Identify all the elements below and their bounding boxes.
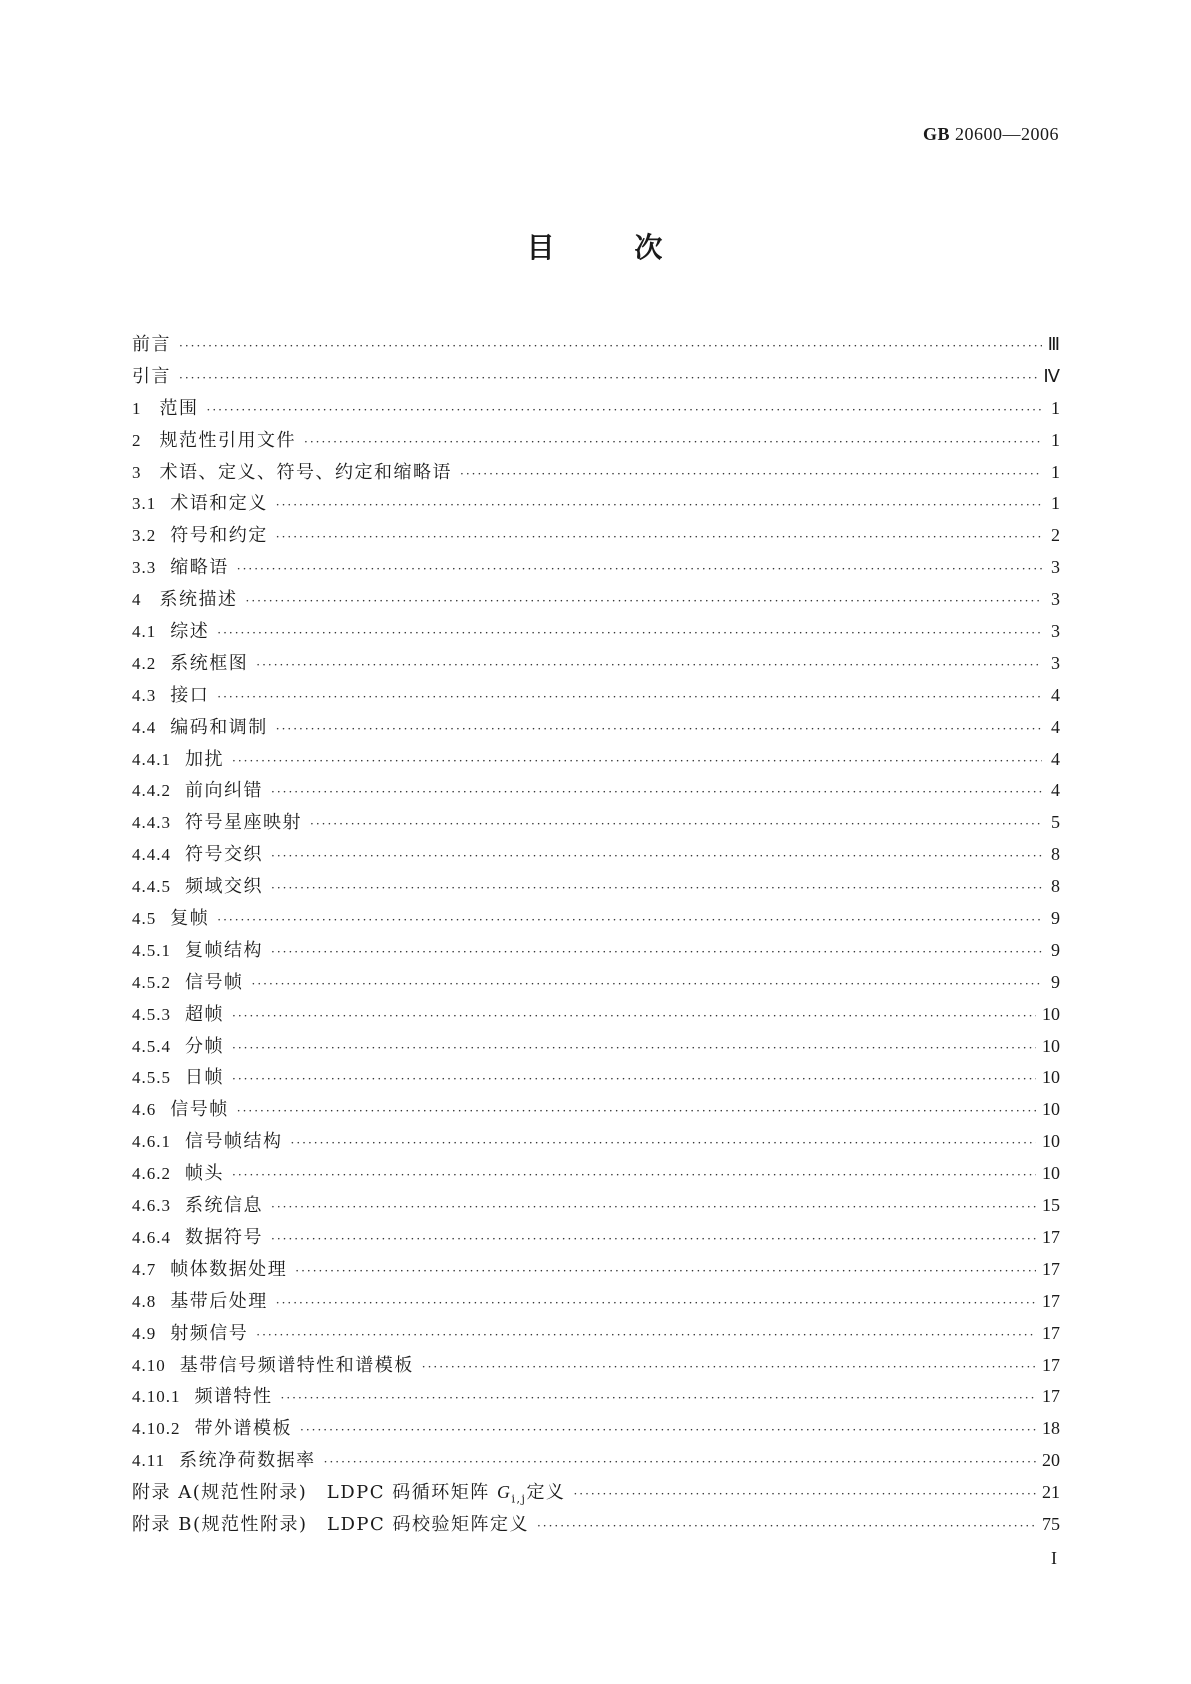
toc-entry[interactable] <box>132 713 1060 745</box>
toc-entry-title: 基带后处理 <box>170 1290 268 1312</box>
page-title <box>0 226 1191 266</box>
toc-entry-title: 超帧 <box>185 1003 224 1025</box>
toc-entry-number: 4.5.5 <box>132 1068 171 1088</box>
toc-entry-number: 4.6.1 <box>132 1132 171 1152</box>
standard-prefix: GB <box>922 124 950 144</box>
toc-entry-number: 4.6 <box>132 1100 157 1120</box>
toc-entry-page: 17 <box>1042 1386 1060 1407</box>
toc-leader-dots <box>460 467 1042 481</box>
toc-leader-dots <box>271 849 1042 863</box>
toc-leader-dots <box>276 722 1042 736</box>
toc-entry[interactable] <box>132 1191 1060 1223</box>
matrix-symbol: G <box>497 1482 512 1503</box>
toc-entry[interactable] <box>132 1255 1060 1287</box>
toc-leader-dots <box>237 1104 1036 1118</box>
toc-entry-title: 范围 <box>159 397 199 419</box>
toc-entry-page: 4 <box>1051 748 1060 769</box>
toc-entry-number: 4.9 <box>132 1323 157 1343</box>
toc-entry[interactable] <box>132 1382 1060 1414</box>
toc-entry-page: 3 <box>1051 621 1060 642</box>
toc-entry-page: 8 <box>1051 844 1060 865</box>
toc-entry-number: 4.3 <box>132 685 157 705</box>
toc-entry-title: 日帧 <box>185 1067 224 1089</box>
toc-entry-title: 附录 B(规范性附录) LDPC 码校验矩阵定义 <box>132 1513 529 1535</box>
toc-entry-page: 10 <box>1042 1035 1060 1056</box>
page-title-part2: 次 <box>634 231 665 264</box>
toc-entry-title: 帧头 <box>185 1163 224 1185</box>
toc-entry-page: 9 <box>1051 939 1060 960</box>
toc-entry-title: 复帧结构 <box>185 939 263 961</box>
toc-leader-dots <box>217 626 1042 640</box>
toc-entry-title: 系统信息 <box>185 1195 263 1217</box>
toc-entry-title: 射频信号 <box>170 1322 249 1344</box>
toc-entry-title: 分帧 <box>185 1035 224 1057</box>
toc-entry-number: 4.5.4 <box>132 1036 171 1056</box>
toc-entry[interactable] <box>132 617 1060 649</box>
toc-entry-number: 4.5.3 <box>132 1004 171 1024</box>
toc-entry-number: 3.3 <box>132 558 157 578</box>
toc-entry-title: 数据符号 <box>185 1226 263 1248</box>
standard-code <box>923 124 1059 145</box>
toc-leader-dots <box>232 1168 1036 1182</box>
toc-entry[interactable] <box>132 1414 1060 1446</box>
toc-leader-dots <box>271 1232 1036 1246</box>
toc-entry-title: 频域交织 <box>185 876 263 898</box>
toc-entry-page: 8 <box>1051 876 1060 897</box>
toc-entry-page: 2 <box>1051 525 1060 546</box>
toc-entry-title: 前向纠错 <box>185 780 263 802</box>
toc-entry-page: Ⅳ <box>1043 365 1060 386</box>
toc-entry[interactable] <box>132 1223 1060 1255</box>
toc-entry[interactable] <box>132 1127 1060 1159</box>
toc-leader-dots <box>237 562 1042 576</box>
toc-entry-number: 1 <box>132 398 142 418</box>
toc-entry-page: 17 <box>1042 1322 1060 1343</box>
toc-entry[interactable] <box>132 1000 1060 1032</box>
toc-entry[interactable] <box>132 585 1060 617</box>
toc-entry-page: 4 <box>1051 684 1060 705</box>
toc-entry[interactable] <box>132 649 1060 681</box>
toc-entry[interactable] <box>132 553 1060 585</box>
toc-leader-dots <box>217 913 1042 927</box>
toc-leader-dots <box>207 403 1043 417</box>
toc-entry-page: 4 <box>1051 780 1060 801</box>
toc-entry[interactable] <box>132 394 1060 426</box>
toc-entry-title: 复帧 <box>170 908 210 930</box>
toc-entry-title: 符号交织 <box>185 844 263 866</box>
page-title-part1: 目 <box>526 231 557 264</box>
toc-leader-dots <box>252 977 1043 991</box>
toc-entry-title: 术语、定义、符号、约定和缩略语 <box>159 461 452 483</box>
toc-entry-page: 21 <box>1042 1482 1060 1503</box>
toc-entry-page: 10 <box>1042 1163 1060 1184</box>
toc-leader-dots <box>232 1072 1036 1086</box>
toc-entry-page: 1 <box>1051 493 1060 514</box>
toc-leader-dots <box>256 1328 1036 1342</box>
toc-entry-title: 附录 A(规范性附录) LDPC 码循环矩阵 $G_{i,j}$定义 <box>132 1482 566 1506</box>
toc-entry-title: 信号帧 <box>185 971 244 993</box>
toc-entry[interactable] <box>132 426 1060 458</box>
toc-leader-dots <box>271 881 1042 895</box>
toc-entry-title: 系统框图 <box>170 652 249 674</box>
toc-leader-dots <box>271 785 1042 799</box>
toc-entry-page: 1 <box>1051 429 1060 450</box>
toc-entry[interactable] <box>132 840 1060 872</box>
toc-entry-number: 4.6.3 <box>132 1196 171 1216</box>
toc-entry-number: 4.5 <box>132 909 157 929</box>
toc-entry-page: 1 <box>1051 397 1060 418</box>
toc-entry-page: 9 <box>1051 908 1060 929</box>
toc-entry[interactable] <box>132 1159 1060 1191</box>
toc-entry-page: 9 <box>1051 971 1060 992</box>
toc-entry-title: 引言 <box>132 365 171 387</box>
toc-entry-number: 4.5.2 <box>132 972 171 992</box>
toc-entry-title: 规范性引用文件 <box>159 429 296 451</box>
toc-entry-number: 4.4 <box>132 717 157 737</box>
toc-entry[interactable] <box>132 1319 1060 1351</box>
toc-leader-dots <box>295 1264 1036 1278</box>
toc-entry[interactable] <box>132 1032 1060 1064</box>
toc-entry[interactable] <box>132 1063 1060 1095</box>
toc-entry-page: Ⅲ <box>1047 334 1060 354</box>
toc-entry-title: 加扰 <box>185 748 224 770</box>
toc-entry-title: 帧体数据处理 <box>170 1258 288 1280</box>
toc-leader-dots <box>179 371 1037 385</box>
toc-entry-page: 20 <box>1042 1450 1060 1471</box>
toc-entry-number: 3.1 <box>132 494 157 514</box>
toc-entry[interactable] <box>132 1446 1060 1478</box>
toc-entry-number: 4 <box>132 590 142 610</box>
toc-leader-dots <box>310 817 1042 831</box>
toc-leader-dots <box>276 530 1042 544</box>
toc-entry[interactable] <box>132 330 1060 362</box>
toc-entry-page: 10 <box>1042 1131 1060 1152</box>
page-number: I <box>1051 1548 1057 1568</box>
toc-entry-page: 18 <box>1042 1418 1060 1439</box>
toc-leader-dots <box>281 1391 1037 1405</box>
toc-entry[interactable] <box>132 808 1060 840</box>
toc-entry[interactable] <box>132 776 1060 808</box>
toc-entry-page: 10 <box>1042 1099 1060 1120</box>
toc-entry[interactable] <box>132 904 1060 936</box>
toc-leader-dots <box>276 1296 1036 1310</box>
toc-entry[interactable] <box>132 521 1060 553</box>
matrix-subscript: i,j <box>511 1492 527 1506</box>
toc-entry-number: 4.8 <box>132 1291 157 1311</box>
toc-entry-page: 10 <box>1042 1003 1060 1024</box>
toc-entry-title: 信号帧 <box>170 1099 229 1121</box>
toc-entry-number: 4.4.2 <box>132 781 171 801</box>
toc-entry-title: 符号星座映射 <box>185 812 302 834</box>
toc-entry[interactable] <box>132 745 1060 777</box>
toc-entry[interactable] <box>132 489 1060 521</box>
toc-entry-number: 2 <box>132 430 142 450</box>
toc-entry-page: 15 <box>1042 1195 1060 1216</box>
toc-leader-dots <box>291 1136 1037 1150</box>
toc-entry-page: 3 <box>1051 589 1060 610</box>
toc-entry[interactable] <box>132 968 1060 1000</box>
toc-entry-page: 17 <box>1042 1354 1060 1375</box>
toc-leader-dots <box>256 658 1042 672</box>
toc-entry-number: 4.10 <box>132 1355 166 1375</box>
toc-leader-dots <box>271 945 1042 959</box>
toc-leader-dots <box>300 1423 1036 1437</box>
toc-leader-dots <box>304 435 1042 449</box>
toc-entry-number: 4.6.4 <box>132 1227 171 1247</box>
toc-entry-number: 4.6.2 <box>132 1164 171 1184</box>
toc-leader-dots <box>246 594 1043 608</box>
toc-leader-dots <box>271 1200 1036 1214</box>
toc-entry-title: 基带信号频谱特性和谱模板 <box>179 1354 414 1376</box>
toc-entry-page: 3 <box>1051 557 1060 578</box>
toc-entry[interactable] <box>132 1510 1060 1542</box>
toc-entry-number: 4.4.3 <box>132 813 171 833</box>
toc-entry-page: 17 <box>1042 1290 1060 1311</box>
toc-entry-number: 4.5.1 <box>132 940 171 960</box>
toc-leader-dots <box>232 1041 1036 1055</box>
toc-entry-page: 3 <box>1051 652 1060 673</box>
toc-leader-dots <box>232 754 1042 768</box>
toc-entry-title: 缩略语 <box>170 557 229 579</box>
toc-entry-title: 术语和定义 <box>170 493 268 515</box>
toc-entry[interactable] <box>132 1095 1060 1127</box>
toc-entry-title: 系统净荷数据率 <box>179 1450 316 1472</box>
toc-entry-page: 75 <box>1042 1513 1060 1534</box>
toc-entry-page: 4 <box>1051 716 1060 737</box>
toc-entry[interactable] <box>132 362 1060 394</box>
toc-entry[interactable] <box>132 872 1060 904</box>
toc-entry[interactable] <box>132 458 1060 490</box>
toc-leader-dots <box>537 1519 1036 1533</box>
toc-entry-number: 4.1 <box>132 622 157 642</box>
toc-entry-title: 接口 <box>170 684 210 706</box>
toc-leader-dots <box>573 1487 1036 1501</box>
toc-leader-dots <box>232 1009 1036 1023</box>
toc-entry-page: 10 <box>1042 1067 1060 1088</box>
toc-entry-page: 5 <box>1051 812 1060 833</box>
toc-entry-number: 3 <box>132 462 142 482</box>
toc-leader-dots <box>179 339 1042 353</box>
toc-entry[interactable] <box>132 681 1060 713</box>
toc-entry-number: 4.4.5 <box>132 877 171 897</box>
toc-leader-dots <box>276 498 1042 512</box>
toc-entry-title: 综述 <box>170 621 210 643</box>
toc-entry-page: 1 <box>1051 461 1060 482</box>
toc-entry-number: 4.7 <box>132 1259 157 1279</box>
standard-number: 20600—2006 <box>955 124 1059 144</box>
toc-entry[interactable] <box>132 936 1060 968</box>
toc-leader-dots <box>217 690 1042 704</box>
toc-entry-title: 系统描述 <box>159 589 238 611</box>
toc-entry[interactable] <box>132 1287 1060 1319</box>
toc-entry-page: 17 <box>1042 1258 1060 1279</box>
toc-entry-title: 带外谱模板 <box>194 1418 292 1440</box>
toc-entry-number: 4.4.1 <box>132 749 171 769</box>
toc-leader-dots <box>324 1455 1036 1469</box>
toc-entry-number: 4.11 <box>132 1451 166 1471</box>
toc-entry-title: 信号帧结构 <box>185 1131 283 1153</box>
toc-entry-number: 3.2 <box>132 526 157 546</box>
toc-entry-number: 4.4.4 <box>132 845 171 865</box>
toc-entry-title: 频谱特性 <box>194 1386 273 1408</box>
toc-entry[interactable] <box>132 1351 1060 1383</box>
toc-entry-number: 4.2 <box>132 653 157 673</box>
toc-entry-number: 4.10.1 <box>132 1387 181 1407</box>
toc-entry-title: 前言 <box>132 334 171 355</box>
toc-entry-number: 4.10.2 <box>132 1419 181 1439</box>
toc-entry-page: 17 <box>1042 1226 1060 1247</box>
toc-entry-title: 符号和约定 <box>170 525 268 547</box>
toc-entry-title: 编码和调制 <box>170 716 268 738</box>
toc-leader-dots <box>422 1360 1036 1374</box>
table-of-contents <box>132 330 1060 1542</box>
toc-entry[interactable] <box>132 1478 1060 1510</box>
